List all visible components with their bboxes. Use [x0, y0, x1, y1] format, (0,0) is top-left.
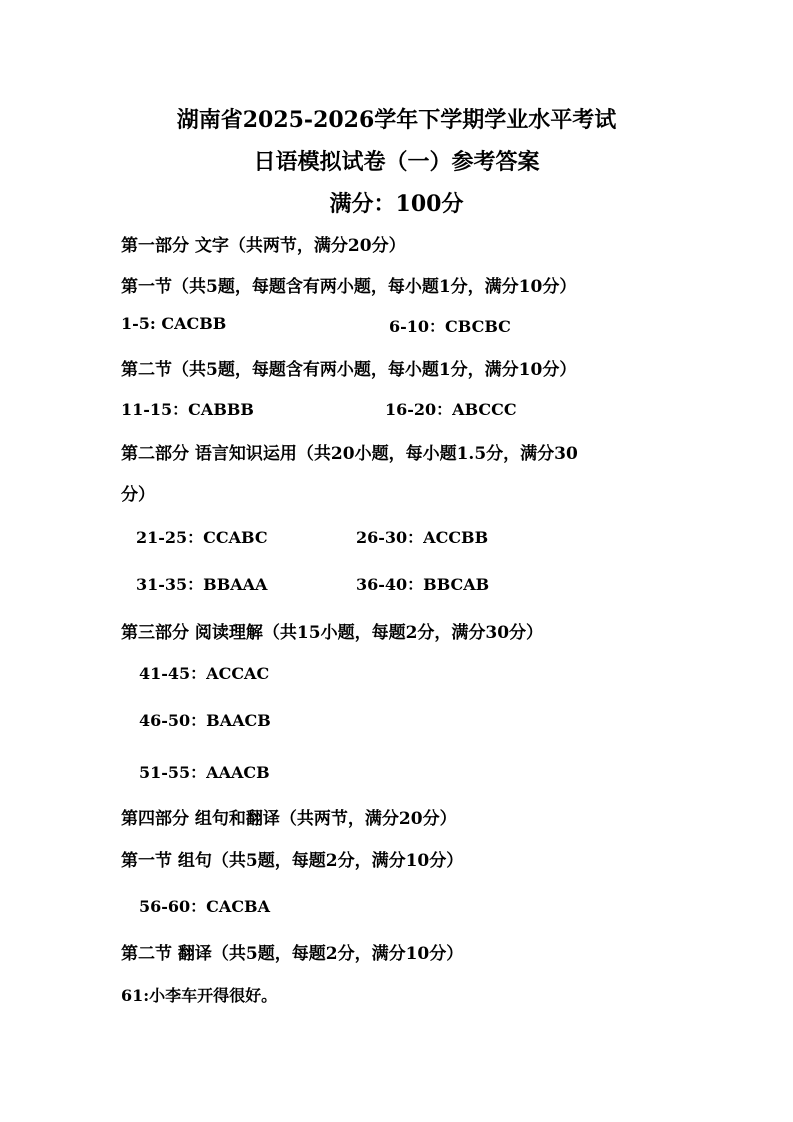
answers-51-55: 51-55：AAACB	[139, 763, 270, 782]
answers-16-20: 16-20：ABCCC	[385, 400, 517, 419]
answers-46-50: 46-50：BAACB	[139, 711, 271, 730]
part4-heading: 第四部分 组句和翻译（共两节，满分20分）	[121, 809, 457, 829]
part4-section1-heading: 第一节 组句（共5题，每题2分，满分10分）	[121, 851, 464, 871]
part2-heading-line1: 第二部分 语言知识运用（共20小题，每小题1.5分，满分30	[121, 444, 578, 464]
part4-section2-heading: 第二节 翻译（共5题，每题2分，满分10分）	[121, 944, 464, 964]
full-score-title: 满分：100分	[329, 191, 464, 217]
answers-41-45: 41-45：ACCAC	[139, 664, 270, 683]
answers-36-40: 36-40：BBCAB	[356, 575, 490, 594]
part1-heading: 第一部分 文字（共两节，满分20分）	[121, 236, 406, 256]
answers-21-25: 21-25：CCABC	[136, 528, 268, 547]
answers-26-30: 26-30：ACCBB	[356, 528, 489, 547]
document-title-line2: 日语模拟试卷（一）参考答案	[253, 149, 540, 175]
answers-6-10: 6-10：CBCBC	[389, 317, 511, 336]
answer-61: 61:小李车开得很好。	[121, 986, 278, 1005]
document-title-line1: 湖南省2025-2026学年下学期学业水平考试	[176, 107, 617, 133]
part1-section2-heading: 第二节（共5题，每题含有两小题，每小题1分，满分10分）	[121, 360, 577, 380]
part2-heading-line2: 分）	[121, 485, 155, 505]
part3-heading: 第三部分 阅读理解（共15小题，每题2分，满分30分）	[121, 623, 544, 643]
answers-56-60: 56-60：CACBA	[139, 897, 270, 916]
answers-1-5: 1-5: CACBB	[121, 314, 227, 333]
answers-11-15: 11-15：CABBB	[121, 400, 254, 419]
answers-31-35: 31-35：BBAAA	[136, 575, 268, 594]
part1-section1-heading: 第一节（共5题，每题含有两小题，每小题1分，满分10分）	[121, 277, 577, 297]
